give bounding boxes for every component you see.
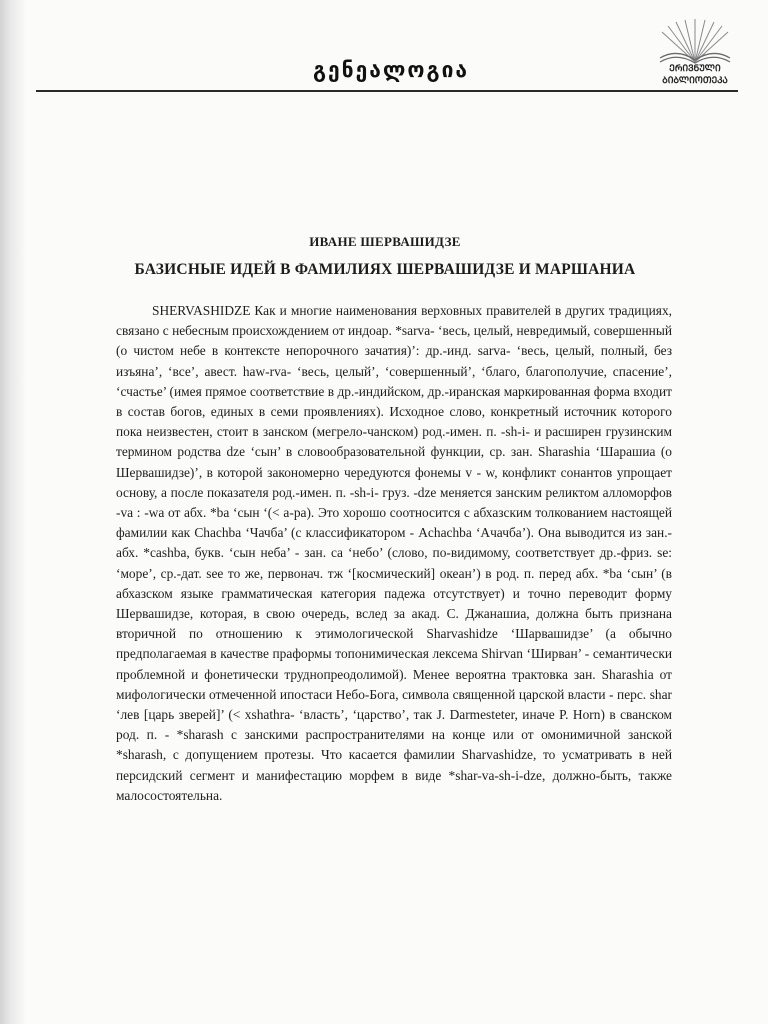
page-gutter-shadow (0, 0, 26, 1024)
library-logo (636, 18, 754, 90)
logo-line-2: ᲑᲘᲑᲚᲘᲝᲗᲔᲙᲐ (662, 76, 728, 86)
header-rule (36, 90, 738, 92)
article-body: SHERVASHIDZE Как и многие наименования верховных правителей в других традициях, связано с небесным происхождением от индоар. *sarva- ‘весь, целый, невредимый, совершенный (о чистом небе в контексте непорочного зачатия)’: др.-инд. sarva- ‘весь, целый, полный, без изъяна’, ‘все’, авест. haw-rva- ‘весь, целый’, ‘совершенный’, ‘благо, благополучие, спасение’, ‘счастье’ (имея прямое соответствие в др.-индийском, др.-иранская маркированная форма входит в состав богов, единых в семи проявлениях). Исходное слово, конкретный источник которого пока неизвестен, стоит в занском (мегрело-чанском) род.-имен. п. -sh-i- и расширен грузинским термином родства dze ‘сын’ в словообразовательной функции, ср. зан. Sharashia ‘Шарашиа (о Шервашидзе)’, в которой закономерно чередуются фонемы v - w, конфликт сонантов упрощает основу, а после показателя род.-имен. п. -sh-i- груз. -dze меняется занским реликтом алломорфов -va : -wa от абх. *ba ‘сын ‘(< а-ра). Это хорошо соотносится с абхазским толкованием настоящей фамилии как Chachba ‘Чачба’ (с классификатором - Achachba ‘Ачачба’). Она выводится из зан.-абх. *cashba, букв. ‘сын неба’ - зан. ca ‘небо’ (слово, по-видимому, соответствует др.-фриз. se: ‘море’, ср.-дат. see то же, первонач. тж ‘[космический] океан’) в род. п. перед абх. *ba ‘сын’ (в абхазском языке грамматическая категория падежа отсутствует) и точно переводит форму Шервашидзе, которая, в свою очередь, вслед за акад. С. Джанашиа, должна быть признана вторичной по отношению к этимологической Sharvashidze ‘Шарвашидзе’ (а обычно предполагаемая в качестве праформы топонимическая лексема Shirvan ‘Ширван’ - семантически проблемной и фонетически труднопреодолимой). Менее вероятна трактовка зан. Sharashia от мифологически отмеченной ипостаси Небо-Бога, символа священной царской власти - перс. shar ‘лев [царь зверей]’ (< xshathra- ‘власть’, ‘царство’, так J. Darmesteter, иначе P. Horn) в сванском род. п. - *sharash с занскими распространителями на конце или от омонимичной занской *sharash, с допущением протезы. Что касается фамилии Sharvashidze, то усматривать в ней персидский сегмент и манифестацию морфем в виде *shar-va-sh-i-dze, должно-быть, также малосостоятельна. (116, 303, 672, 803)
article-author: ИВАНЕ ШЕРВАШИДЗЕ (309, 234, 461, 249)
book-fan-icon (652, 18, 738, 64)
logo-line-1: ᲔᲠᲘᲕᲜᲣᲚᲘ (669, 64, 721, 74)
article-title: БАЗИСНЫЕ ИДЕЙ В ФАМИЛИЯХ ШЕРВАШИДЗЕ И МАРШАНИА (134, 261, 636, 278)
header-title: გენეალოგია (312, 58, 470, 82)
